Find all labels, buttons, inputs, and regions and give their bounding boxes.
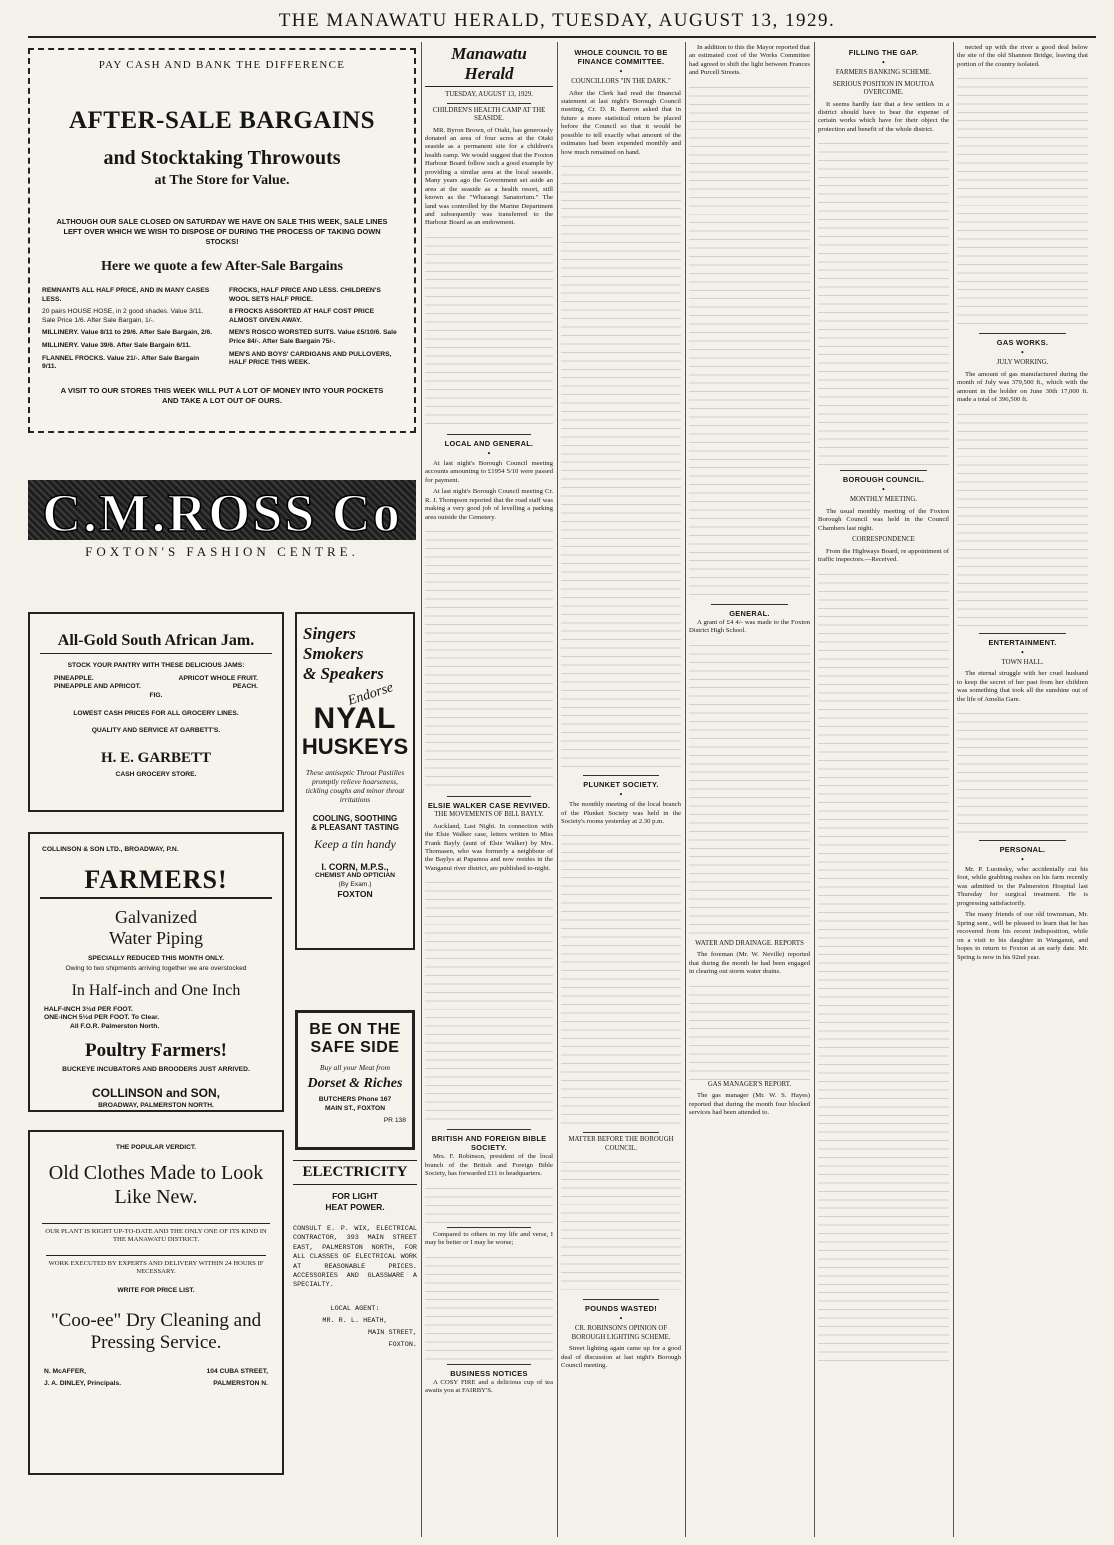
dorset-line: Buy all your Meat from [319,1063,391,1072]
article-text: At last night's Borough Council meeting Cr. R. J. Thompson reported that the road staff was making a very good job of levelling a parking area outside the Cemetery. [425,488,553,521]
nyal-line: Keep a tin handy [314,837,396,851]
dorset-line: MAIN ST., FOXTON [324,1104,386,1112]
headline: LOCAL AND GENERAL. [444,438,534,448]
cooee-address: PALMERSTON N. [213,1380,268,1388]
jam-item: FIG. [149,691,163,699]
headline: GAS WORKS. [996,338,1049,348]
bargain-item: FROCKS, HALF PRICE AND LESS. CHILDREN'S WOOL SETS HALF PRICE. [229,287,381,303]
nyal-product: HUSKEYS [301,734,409,759]
subheadline: JULY WORKING. [996,359,1049,367]
bargain-item: MEN'S AND BOYS' CARDIGANS AND PULLOVERS, HALF PRICE THIS WEEK. [229,350,392,367]
collinson-top: COLLINSON & SON LTD., BROADWAY, P.N. [42,846,179,853]
column-filling-gap: FILLING THE GAP. • FARMERS BANKING SCHEME. SERIOUS POSITION IN MOUTOA OVERCOME. It seems hardly fair that a few settlers in a district should have to bear the expense of certain works which have for their object the protection and benefit of the whole district. BOROUGH COUNCIL. • MONTHLY MEETING. The usual monthly meeting of the Foxton Borough Council was held in the Council Chambers last night. CORRESPONDENCE From the Highways Board, re appointment of traffic inspectors.—Received. [818,44,949,1539]
collinson-h: Galvanized [115,906,197,927]
collinson-line: Owing to two shipments arriving together we are overstocked [65,965,247,973]
bargain-item: 20 pairs HOUSE HOSE, in 2 good shades. Value 3/11. Sale Price 1/6. After Sale Bargain, 1/-. [42,308,204,324]
garbett-name: H. E. GARBETT [100,749,212,766]
bargain-item: REMNANTS ALL HALF PRICE, AND IN MANY CASES LESS. [42,287,210,303]
cooee-name: "Coo-ee" Dry Cleaning and Pressing Service. [50,1309,262,1353]
electricity-agent-name: MR. R. L. HEATH, [322,1316,388,1325]
electricity-agent-town: FOXTON. [388,1340,417,1349]
article-text: The eternal struggle with her cruel husband to keep the secret of her past from her children was something that took all the sunshine out of the life of Amelia Gare. [957,670,1088,703]
notice-text: A COSY FIRE and a delicious cup of tea awaits you at FAIRBY'S. [425,1378,553,1395]
column-divider [814,42,815,1537]
ross-logo: C.M.ROSS Co [42,483,402,543]
ad-after-sale-bargains [28,48,416,433]
jam-item: PINEAPPLE AND APRICOT. [54,683,141,691]
article-text: nected up with the river a good deal below the site of the old Shannon Bridge, leaving that portion of the country isolated. [957,44,1088,68]
subheadline: CORRESPONDENCE [852,536,915,544]
dorset-line: BUTCHERS Phone 167 [318,1096,392,1103]
nyal-chemist: I. CORN, M.P.S., [321,862,389,872]
poem-text: Compared to others in my life and verse, I may be better or I may be worse; [425,1230,553,1247]
cooee-title: Old Clothes Made to Look Like New. [48,1161,264,1208]
article-text: Street lighting again came up for a good deal of discussion at last night's Borough Council meeting. [561,1345,681,1370]
headline: BOROUGH COUNCIL. [842,475,925,485]
ad-garbett [28,612,284,812]
ad-nyal-huskeys [295,612,415,950]
bargain-item: MILLINERY. Value 8/11 to 29/6. After Sale Bargain, 2/6. [42,329,213,337]
dorset-line: SAFE SIDE [310,1039,400,1056]
ad-dorset-riches [295,1010,415,1150]
garbett-line: LOWEST CASH PRICES FOR ALL GROCERY LINES. [73,710,239,718]
headline: MATTER BEFORE THE BOROUGH COUNCIL. [568,1136,674,1152]
masthead: THE MANAWATU HERALD, TUESDAY, AUGUST 13, 1929. [278,10,836,31]
headline: ENTERTAINMENT. [988,637,1057,647]
collinson-name: COLLINSON and SON, [91,1086,220,1101]
jam-item: PINEAPPLE. [54,674,94,682]
nyal-brand: NYAL [313,702,397,735]
ad-top-line: PAY CASH AND BANK THE DIFFERENCE [98,59,346,71]
jam-item: APRICOT WHOLE FRUIT. [178,674,258,682]
ad-notice: ALTHOUGH OUR SALE CLOSED ON SATURDAY WE HAVE ON SALE THIS WEEK, SALE LINES LEFT OVER WHICH WE WISH TO DISPOSE OF DURING THE PROCESS OF TAKING DOWN STOCKS! [56,217,388,246]
jam-item: PEACH. [232,683,258,691]
electricity-agent-street: MAIN STREET, [368,1328,417,1337]
article-text: After the Clerk had read the financial statement at last night's Borough Council meeting, Cr. D. R. Barron asked that in future a more statistical return be placed before the Council so that it would be possible to tell exactly what amount of the estimates had been expended monthly and how much remained on hand. [561,89,681,156]
electricity-agent: LOCAL AGENT: [330,1304,380,1313]
headline: BRITISH AND FOREIGN BIBLE SOCIETY. [431,1134,547,1153]
headline: WHOLE COUNCIL TO BE FINANCE COMMITTEE. [574,48,668,66]
subheadline: COUNCILLORS "IN THE DARK." [571,78,671,85]
nyal-line: Singers [303,624,356,643]
article-text: The monthly meeting of the local branch of the Plunket Society was held in the Society's rooms yesterday at 2.30 p.m. [561,801,681,826]
collinson-price: ONE-INCH 5½d PER FOOT. To Clear. [44,1014,160,1022]
collinson-title: FARMERS! [40,865,272,899]
garbett-title: All-Gold South African Jam. [40,632,272,654]
subheadline: MONTHLY MEETING. [849,496,918,504]
cooee-line: WORK EXECUTED BY EXPERTS AND DELIVERY WITHIN 24 HOURS IF NECESSARY. [46,1255,266,1277]
column-divider [557,42,558,1537]
dorset-name: Dorset & Riches [307,1076,403,1091]
article-text: It seems hardly fair that a few settlers in a district should have to bear the expense of certain works which have for their object the protection and benefit of the whole district. [818,100,949,133]
subheadline: THE MOVEMENTS OF BILL BAYLY. [434,811,544,819]
collinson-h: In Half-inch and One Inch [71,981,241,999]
paper-title: Manawatu Herald [425,44,553,87]
column-editorial: Manawatu Herald TUESDAY, AUGUST 13, 1929. CHILDREN'S HEALTH CAMP AT THE SEASIDE. MR. Byron Brown, of Otaki, has generously donated an area of four acres at the Otaki seaside as a permanent site for a children's health camp. We would suggest that the Foxton Harbour Board follow such a good example by providing a similar area at the local seaside. Many years ago the Government set aside an area at the seaside as a health resort, still known as the "Wharangi Sanatorium." The land was controlled by the Marine Department and subsequently was transferred to the Harbour Board as an endowment. LOCAL AND GENERAL. • At last night's Borough Council meeting accounts amounting to £1954 5/10 were passed for payment. At last night's Borough Council meeting Cr. R. J. Thompson reported that the road staff was making a very good job of levelling a parking area outside the Cemetery. ELSIE WALKER CASE REVIVED. THE MOVEMENTS OF BILL BAYLY. Auckland, Last Night. In connection with the Elsie Walker case, letters written to Miss Frank Bayly (aunt of Elsie Walker) by Mrs. Thomasen, who was formerly a neighbour of the Baylys at Papamoa and now resides in the Wanganui river district, are published to-night. BRITISH AND FOREIGN BIBLE SOCIETY. Mrs. F. Robinson, president of the local branch of the British and Foreign Bible Society, has forwarded £11 to headquarters. Compared to others in my life and verse, I may be better or I may be worse; BUSINESS NOTICES A COSY FIRE and a delicious cup of tea awaits you at FAIRBY'S. [425,44,553,1395]
dorset-line: BE ON THE [309,1021,401,1038]
cooee-address: 104 CUBA STREET, [206,1367,268,1375]
collinson-addr: BROADWAY, PALMERSTON NORTH. [98,1102,214,1110]
collinson-price: All F.O.R. Palmerston North. [70,1022,160,1030]
headline: CHILDREN'S HEALTH CAMP AT THE SEASIDE. [432,106,546,122]
subheadline: TOWN HALL. [1001,658,1044,666]
ross-tagline: FOXTON'S FASHION CENTRE. [85,544,359,559]
article-text: The foreman (Mr. W. Neville) reported that during the month he had been engaged in clearing out storm water drains. [689,951,810,976]
article-text: The usual monthly meeting of the Foxton Borough Council was held in the Council Chambers last night. [818,507,949,532]
bargain-item: MEN'S ROSCO WORSTED SUITS. Value £5/10/6. Sale Price 84/-. After Sale Bargain 75/-. [229,329,397,345]
headline: GENERAL. [729,608,770,618]
headline: WATER AND DRAINAGE. REPORTS [695,939,804,947]
headline: POUNDS WASTED! [585,1304,657,1314]
article-text: Auckland, Last Night. In connection with the Elsie Walker case, letters written to Miss Frank Bayly (aunt of Elsie Walker) by Mrs. Thomasen, who was formerly a neighbour of the Baylys at Papamoa and now resides in the Wanganui river district, are published to-night. [425,822,553,872]
headline: GAS MANAGER'S REPORT. [707,1080,792,1088]
cooee-principal: J. A. DINLEY, Principals. [44,1380,122,1388]
ad-cooee [28,1130,284,1475]
collinson-h: Poultry Farmers! [85,1039,227,1061]
headline: PERSONAL. [999,844,1046,854]
nyal-line: COOLING, SOOTHING [312,814,398,823]
cooee-principal: N. McAFFER, [44,1367,86,1375]
article-text: A grant of £4 4/- was made to the Foxton District High School. [689,618,810,635]
ad-quote: Here we quote a few After-Sale Bargains [101,259,343,274]
nyal-line: Smokers [303,644,364,663]
ad-subtitle: and Stocktaking Throwouts [103,147,341,169]
garbett-store: CASH GROCERY STORE. [115,770,197,778]
bargain-item: 8 FROCKS ASSORTED AT HALF COST PRICE ALMOST GIVEN AWAY. [229,308,375,324]
bargain-item: FLANNEL FROCKS. Value 21/-. After Sale Bargain 9/11. [42,354,200,371]
headline: PLUNKET SOCIETY. [583,780,659,790]
ad-ross [28,460,416,560]
dorset-pr: PR 138 [383,1117,406,1125]
column-gas-entertainment: nected up with the river a good deal below the site of the old Shannon Bridge, leaving that portion of the country isolated. GAS WORKS. • JULY WORKING. The amount of gas manufactured during the month of July was 379,500 ft., which with the amount in the holder on June 30th 17,000 ft. made a total of 396,500 ft. ENTERTAINMENT. • TOWN HALL. The eternal struggle with her cruel husband to keep the secret of her past from her children was something that took all the sunshine out of the life of Amelia Gare. PERSONAL. • Mr. P. Luoinsky, who accidentally cut his foot, while grabbing rushes on his farm recently was admitted to the Palmerston Hospital last Thursday for surgical treatment. He is progressing satisfactorily. The many friends of our old townsman, Mr. Spring senr., will be pleased to learn that he has recovered from his recent indisposition, while on a visit to his daughter in Wanganui, and hopes to return to Foxton at an early date. Mr. Spring is now in his 92nd year. [957,44,1088,961]
article-text: From the Highways Board, re appointment of traffic inspectors.—Received. [818,547,949,564]
nyal-line: & Speakers [303,664,384,683]
garbett-line: QUALITY AND SERVICE AT GARBETT'S. [91,726,221,734]
article-text: The many friends of our old townsman, Mr. Spring senr., will be pleased to learn that he has recovered from his recent indisposition, while on a visit to his daughter in Wanganui, and hopes to return to Foxton at an early date. Mr. Spring is now in his 92nd year. [957,911,1088,961]
electricity-sub: FOR LIGHT HEAT POWER. [325,1191,385,1212]
cooee-line: OUR PLANT IS RIGHT UP-TO-DATE AND THE ONLY ONE OF ITS KIND IN THE MANAWATU DISTRICT. [42,1223,270,1245]
collinson-line: SPECIALLY REDUCED THIS MONTH ONLY. [87,954,225,962]
column-council-report [689,44,810,1539]
date-line: TUESDAY, AUGUST 13, 1929. [445,91,533,98]
nyal-line: (By Exam.) [338,880,372,888]
headline: FILLING THE GAP. [848,48,919,57]
collinson-h: Water Piping [108,927,204,948]
subheadline: CR. ROBINSON'S OPINION OF BOROUGH LIGHTING SCHEME. [571,1325,671,1341]
headline: ELSIE WALKER CASE REVIVED. [427,801,551,811]
article-text: MR. Byron Brown, of Otaki, has generously donated an area of four acres at the Otaki seaside as a permanent site for a children's health camp. We would suggest that the Foxton Harbour Board follow such a good example by providing a similar area at the local seaside. Many years ago the Government set aside an area at the seaside as a health resort, still known as the "Wharangi Sanatorium." The land was controlled by the Marine Department and subsequently was transferred to the Harbour Board as an endowment. [425,126,553,227]
headline: BUSINESS NOTICES [450,1368,528,1378]
nyal-line: & PLEASANT TASTING [311,823,399,832]
column-divider [953,42,954,1537]
nyal-desc: These antiseptic Throat Pastilles promptly relieve hoarseness, tickling coughs and minor throat irritations [305,768,405,804]
ad-electricity [293,1160,417,1460]
ad-title: AFTER-SALE BARGAINS [68,107,376,134]
bargain-item: MILLINERY. Value 39/6. After Sale Bargain 6/11. [42,341,191,349]
column-council-finance: WHOLE COUNCIL TO BE FINANCE COMMITTEE. • COUNCILLORS "IN THE DARK." After the Clerk had read the financial statement at last night's Borough Council meeting, Cr. D. R. Barron asked that in future a more statistical return be placed before the Council so that it would be possible to tell exactly what amount of the estimates had been expended monthly and how much remained on hand. PLUNKET SOCIETY. • The monthly meeting of the local branch of the Plunket Society was held in the Society's rooms yesterday at 2.30 p.m. MATTER BEFORE THE BOROUGH COUNCIL. POUNDS WASTED! • CR. ROBINSON'S OPINION OF BOROUGH LIGHTING SCHEME. Street lighting again came up for a good deal of discussion at last night's Borough Council meeting. [561,48,681,1370]
garbett-line: STOCK YOUR PANTRY WITH THESE DELICIOUS JAMS: [67,662,245,669]
subheadline: FARMERS BANKING SCHEME. [835,69,932,76]
article-text: Mrs. F. Robinson, president of the local branch of the British and Foreign Bible Society, has forwarded £11 to headquarters. [425,1153,553,1178]
cooee-line: WRITE FOR PRICE LIST. [117,1286,195,1294]
ad-footer: A VISIT TO OUR STORES THIS WEEK WILL PUT A LOT OF MONEY INTO YOUR POCKETS AND TAKE A LOT OUT OF OURS. [60,385,384,405]
collinson-line: BUCKEYE INCUBATORS AND BROODERS JUST ARRIVED. [62,1065,250,1073]
article-text: In addition to this the Mayor reported that an estimated cost of the Works Committee had agreed to shift the light between Frances and Purcell Streets. [689,44,810,77]
cooee-top: THE POPULAR VERDICT. [115,1144,197,1151]
nyal-line: CHEMIST AND OPTICIAN [314,872,395,879]
nyal-line: FOXTON [337,889,373,900]
electricity-title: ELECTRICITY [293,1160,417,1185]
nyal-line: Endorse [346,680,396,709]
masthead-rule [28,36,1096,38]
column-divider [421,42,422,1537]
article-text: At last night's Borough Council meeting accounts amounting to £1954 5/10 were passed for payment. [425,459,553,484]
article-text: The gas manager (Mr. W. S. Hayes) reported that during the month four blocked services had been attended to. [689,1092,810,1116]
subheadline: SERIOUS POSITION IN MOUTOA OVERCOME. [832,80,935,96]
article-text: The amount of gas manufactured during the month of July was 379,500 ft., which with the amount in the holder on June 30th 17,000 ft. made a total of 396,500 ft. [957,370,1088,404]
column-divider [685,42,686,1537]
electricity-body: CONSULT E. P. WIX, ELECTRICAL CONTRACTOR, 393 MAIN STREET EAST, PALMERSTON NORTH, FOR ALL CLASSES OF ELECTRICAL WORK AT REASONABLE PRICES. ACCESSORIES AND GLASSWARE A SPECIALTY. [293,1225,417,1290]
ad-subtitle-2: at The Store for Value. [154,173,290,188]
ad-collinson [28,832,284,1112]
collinson-price: HALF-INCH 3½d PER FOOT. [44,1005,133,1013]
article-text: Mr. P. Luoinsky, who accidentally cut his foot, while grabbing rushes on his farm recently was admitted to the Palmerston Hospital last Thursday for surgical treatment. He is progressing satisfactorily. [957,865,1088,907]
